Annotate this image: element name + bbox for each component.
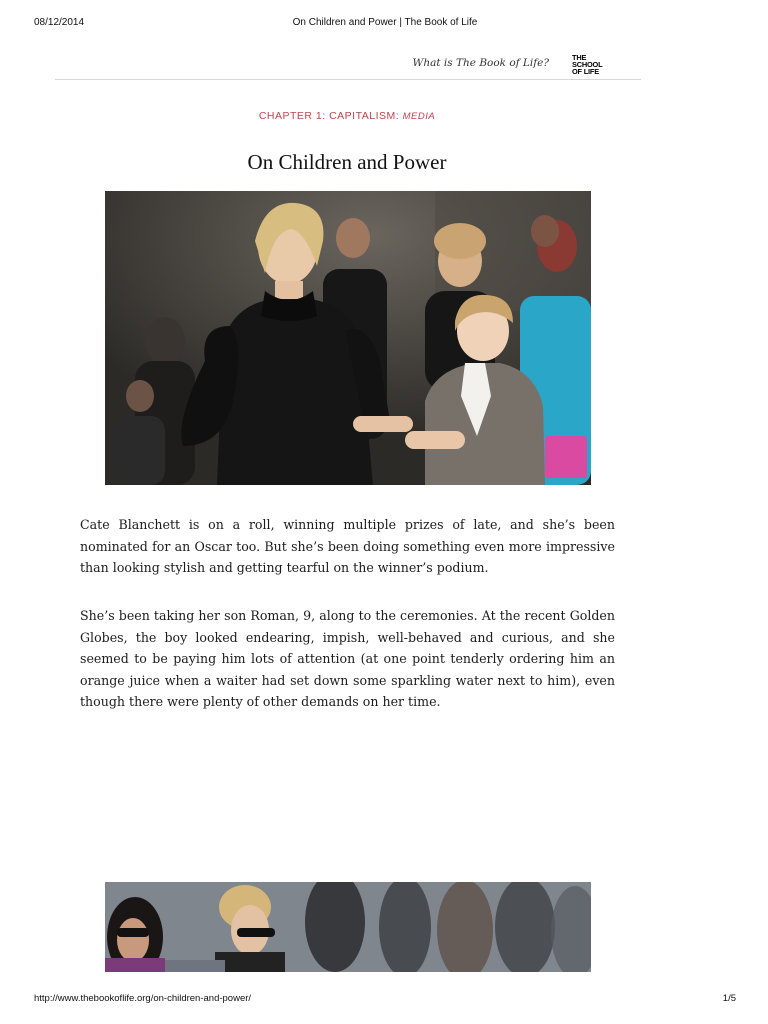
print-page-title: On Children and Power | The Book of Life xyxy=(292,17,478,28)
logo-line: THE xyxy=(572,53,587,62)
page-number: 1/5 xyxy=(722,993,736,1004)
logo-line: OF LIFE xyxy=(572,67,599,76)
print-date: 08/12/2014 xyxy=(34,17,85,28)
article-paragraph: She’s been taking her son Roman, 9, along to the ceremonies. At the recent Golden Globes, the boy looked endearing, impish, well-behaved and curious, and she seemed to be paying him lots of attention (at one point tenderly ordering him an orange juice when a waiter had set down some sparkling water next to him), even though there were plenty of other demands on her time. xyxy=(80,608,615,710)
article-secondary-image xyxy=(105,882,591,972)
street-photo-illustration xyxy=(105,882,591,972)
top-navigation xyxy=(55,50,641,80)
hero-photo-illustration xyxy=(105,191,591,485)
chapter-label: CHAPTER 1: CAPITALISM: xyxy=(258,110,403,122)
print-header xyxy=(34,17,736,31)
logo-line: SCHOOL xyxy=(572,60,603,69)
what-is-book-of-life-link[interactable]: What is The Book of Life? xyxy=(412,57,549,69)
article-hero-image xyxy=(105,191,591,485)
school-of-life-logo[interactable] xyxy=(572,54,603,75)
print-footer xyxy=(34,993,736,1007)
page-url: http://www.thebookoflife.org/on-children-and-power/ xyxy=(34,993,252,1004)
article-paragraph: Cate Blanchett is on a roll, winning multiple prizes of late, and she’s been nominated for an Oscar too. But she’s been doing something even more impressive than looking stylish and getting tearful on the winner’s podium. xyxy=(80,517,615,576)
chapter-topic-link[interactable]: MEDIA xyxy=(402,111,436,122)
chapter-breadcrumb xyxy=(0,110,694,122)
article-title: On Children and Power xyxy=(247,150,447,174)
